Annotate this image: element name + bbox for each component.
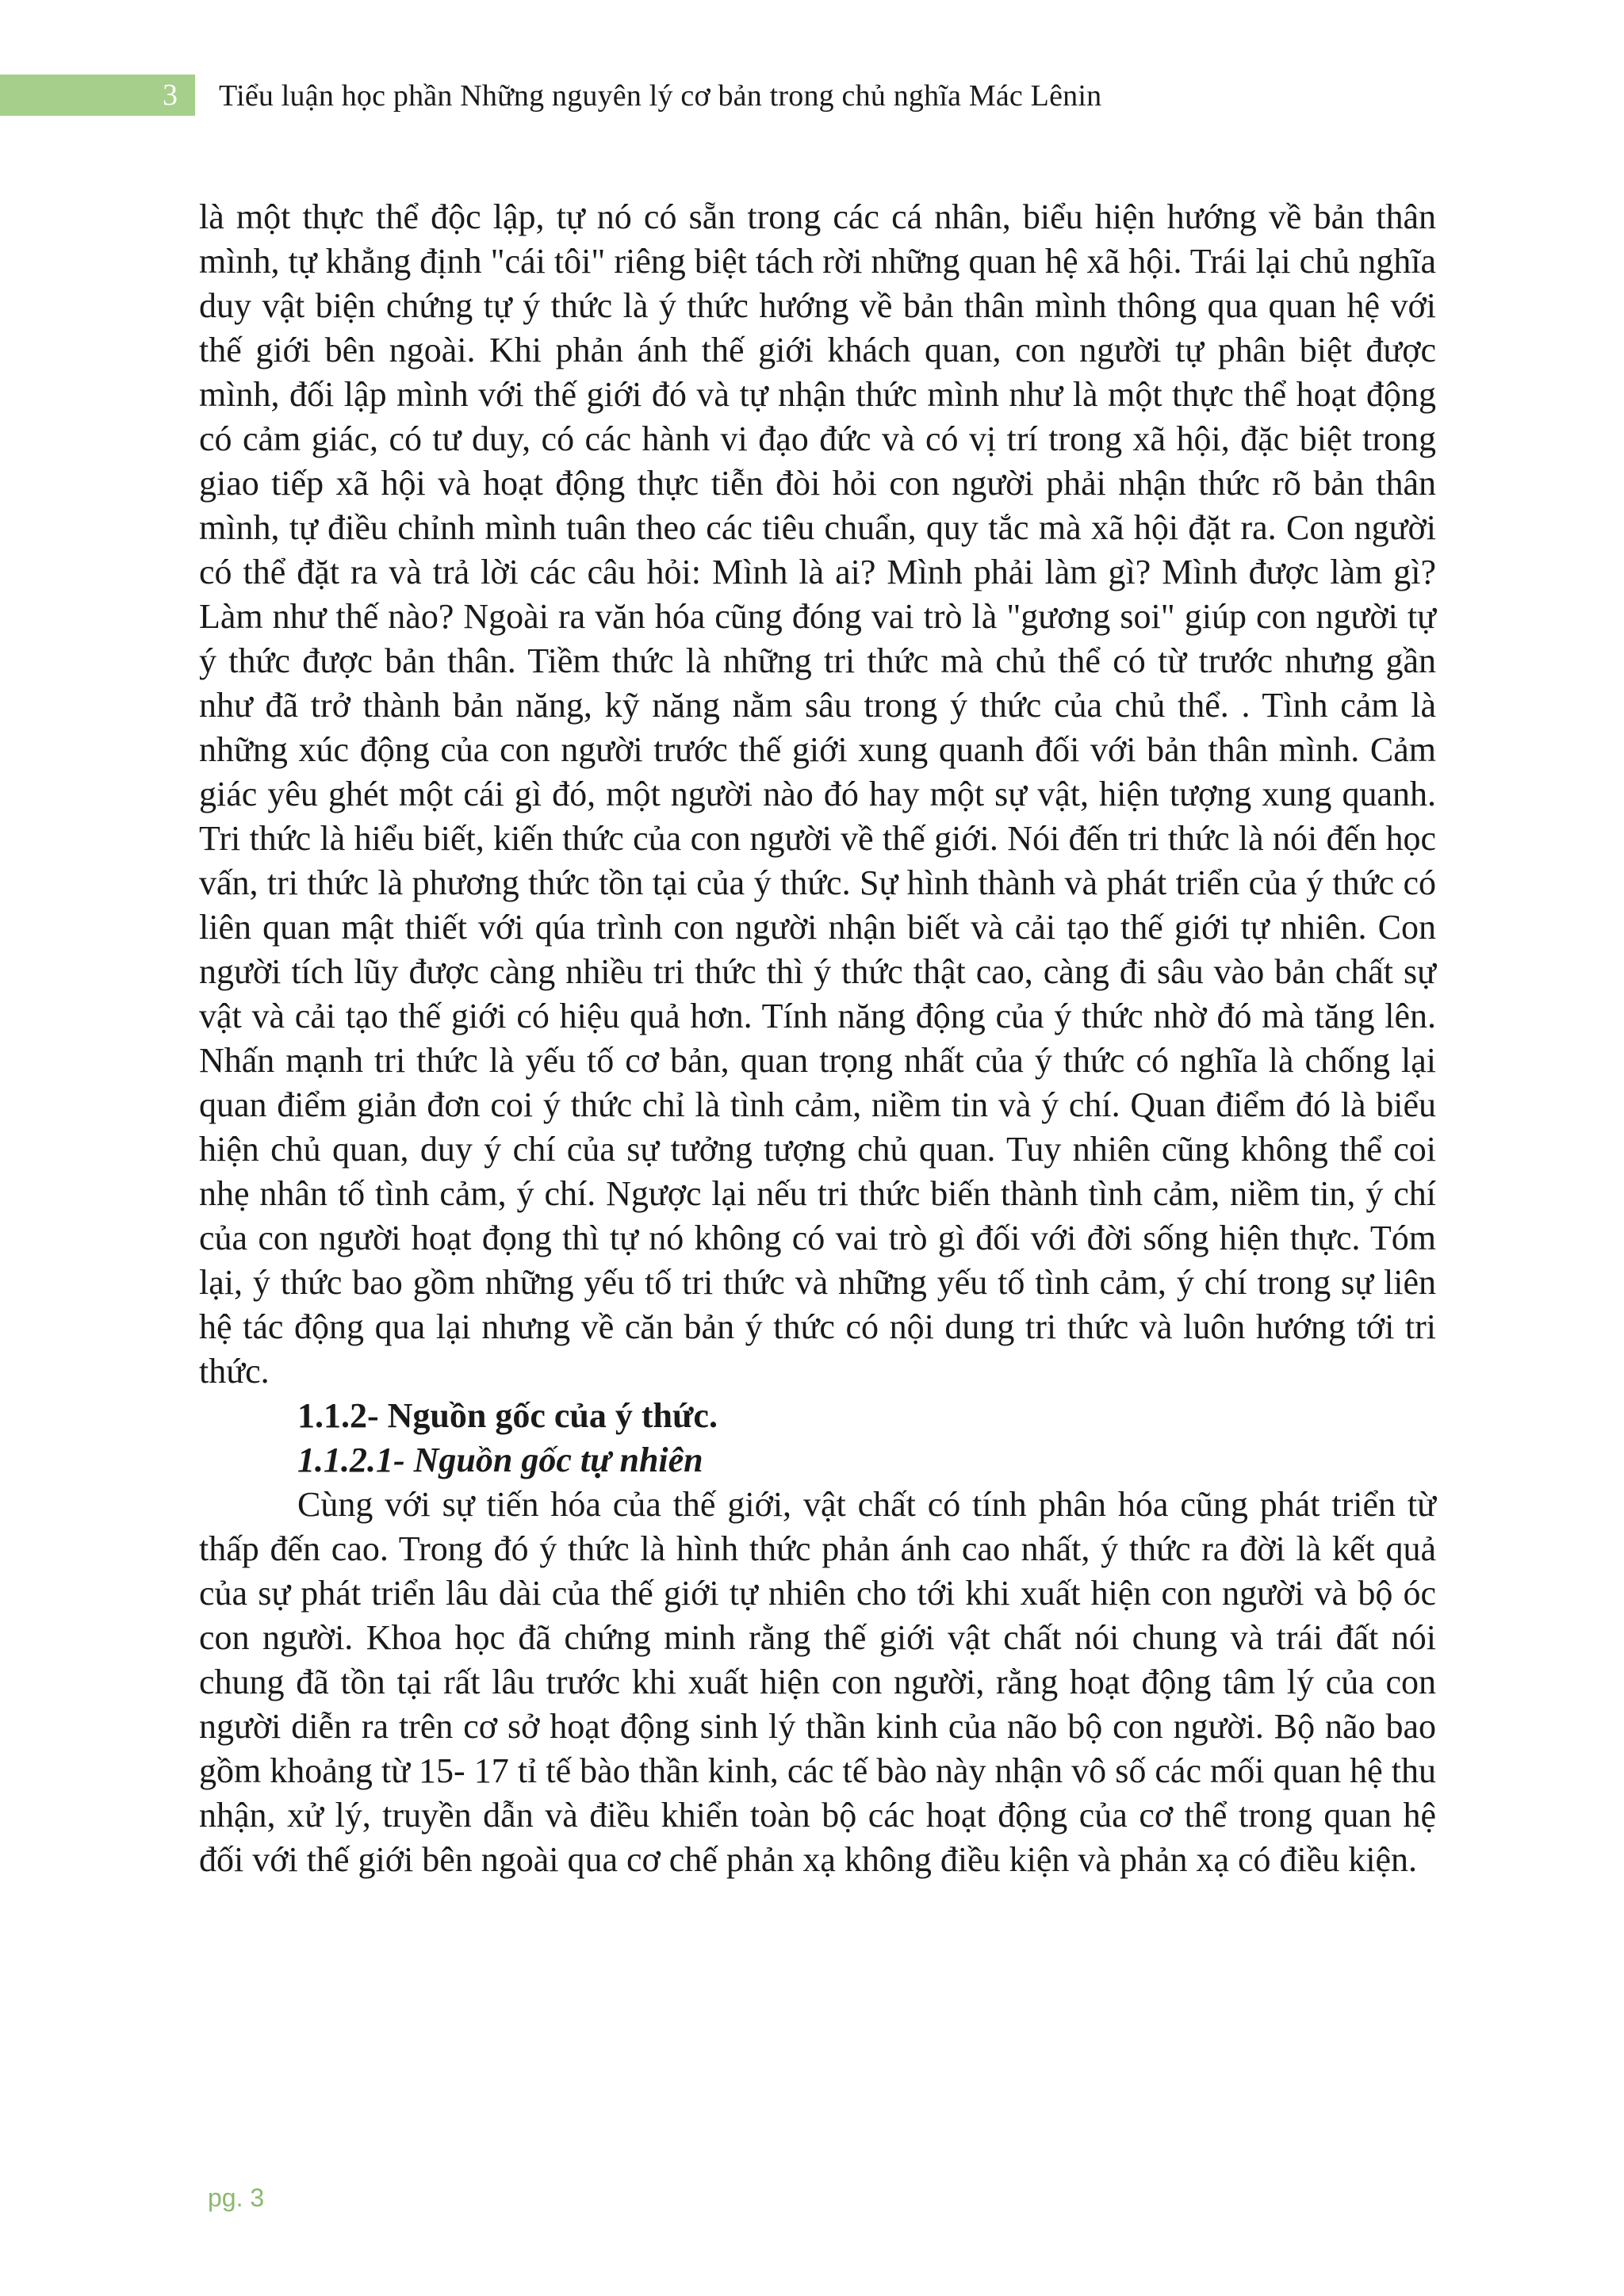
document-body <box>199 195 1436 1882</box>
footer-page-label: pg. 3 <box>208 2183 265 2212</box>
body-paragraph: Cùng với sự tiến hóa của thế giới, vật chất có tính phân hóa cũng phát triển từ thấp đến cao. Trong đó ý thức là hình thức phản ánh cao nhất, ý thức ra đời là kết quả của sự phát triển lâu dài của thế giới tự nhiên cho tới khi xuất hiện con người và bộ óc con người. Khoa học đã chứng minh rằng thế giới vật chất nói chung và trái đất nói chung đã tồn tại rất lâu trước khi xuất hiện con người, rằng hoạt động tâm lý của con người diễn ra trên cơ sở hoạt động sinh lý thần kinh của não bộ con người. Bộ não bao gồm khoảng từ 15- 17 tỉ tế bào thần kinh, các tế bào này nhận vô số các mối quan hệ thu nhận, xử lý, truyền dẫn và điều khiển toàn bộ các hoạt động của cơ thể trong quan hệ đối với thế giới bên ngoài qua cơ chế phản xạ không điều kiện và phản xạ có điều kiện. <box>199 1485 1436 1879</box>
subsection-heading: 1.1.2.1- Nguồn gốc tự nhiên <box>297 1441 703 1479</box>
header-title: Tiểu luận học phần Những nguyên lý cơ bản trong chủ nghĩa Mác Lênin <box>219 79 1102 113</box>
section-heading: 1.1.2- Nguồn gốc của ý thức. <box>297 1396 718 1435</box>
header-page-number: 3 <box>163 78 178 112</box>
body-paragraph: là một thực thể độc lập, tự nó có sẵn trong các cá nhân, biểu hiện hướng về bản thân mình, tự khẳng định "cái tôi" riêng biệt tách rời những quan hệ xã hội. Trái lại chủ nghĩa duy vật biện chứng tự ý thức là ý thức hướng về bản thân mình thông qua quan hệ với thế giới bên ngoài. Khi phản ánh thế giới khách quan, con người tự phân biệt được mình, đối lập mình với thế giới đó và tự nhận thức mình như là một thực thể hoạt động có cảm giác, có tư duy, có các hành vi đạo đức và có vị trí trong xã hội, đặc biệt trong giao tiếp xã hội và hoạt động thực tiễn đòi hỏi con người phải nhận thức rõ bản thân mình, tự điều chỉnh mình tuân theo các tiêu chuẩn, quy tắc mà xã hội đặt ra. Con người có thể đặt ra và trả lời các câu hỏi: Mình là ai? Mình phải làm gì? Mình được làm gì? Làm như thế nào? Ngoài ra văn hóa cũng đóng vai trò là "gương soi" giúp con người tự ý thức được bản thân. Tiềm thức là những tri thức mà chủ thể có từ trước nhưng gần như đã trở thành bản năng, kỹ năng nằm sâu trong ý thức của chủ thể. . Tình cảm là những xúc động của con người trước thế giới xung quanh đối với bản thân mình. Cảm giác yêu ghét một cái gì đó, một người nào đó hay một sự vật, hiện tượng xung quanh. Tri thức là hiểu biết, kiến thức của con người về thế giới. Nói đến tri thức là nói đến học vấn, tri thức là phương thức tồn tại của ý thức. Sự hình thành và phát triển của ý thức có liên quan mật thiết với qúa trình con người nhận biết và cải tạo thế giới tự nhiên. Con người tích lũy được càng nhiều tri thức thì ý thức thật cao, càng đi sâu vào bản chất sự vật và cải tạo thế giới có hiệu quả hơn. Tính năng động của ý thức nhờ đó mà tăng lên. Nhấn mạnh tri thức là yếu tố cơ bản, quan trọng nhất của ý thức có nghĩa là chống lại quan điểm giản đơn coi ý thức chỉ là tình cảm, niềm tin và ý chí. Quan điểm đó là biểu hiện chủ quan, duy ý chí của sự tưởng tượng chủ quan. Tuy nhiên cũng không thể coi nhẹ nhân tố tình cảm, ý chí. Ngược lại nếu tri thức biến thành tình cảm, niềm tin, ý chí của con người hoạt đọng thì tự nó không có vai trò gì đối với đời sống hiện thực. Tóm lại, ý thức bao gồm những yếu tố tri thức và những yếu tố tình cảm, ý chí trong sự liên hệ tác động qua lại nhưng về căn bản ý thức có nội dung tri thức và luôn hướng tới tri thức. <box>199 197 1436 1391</box>
